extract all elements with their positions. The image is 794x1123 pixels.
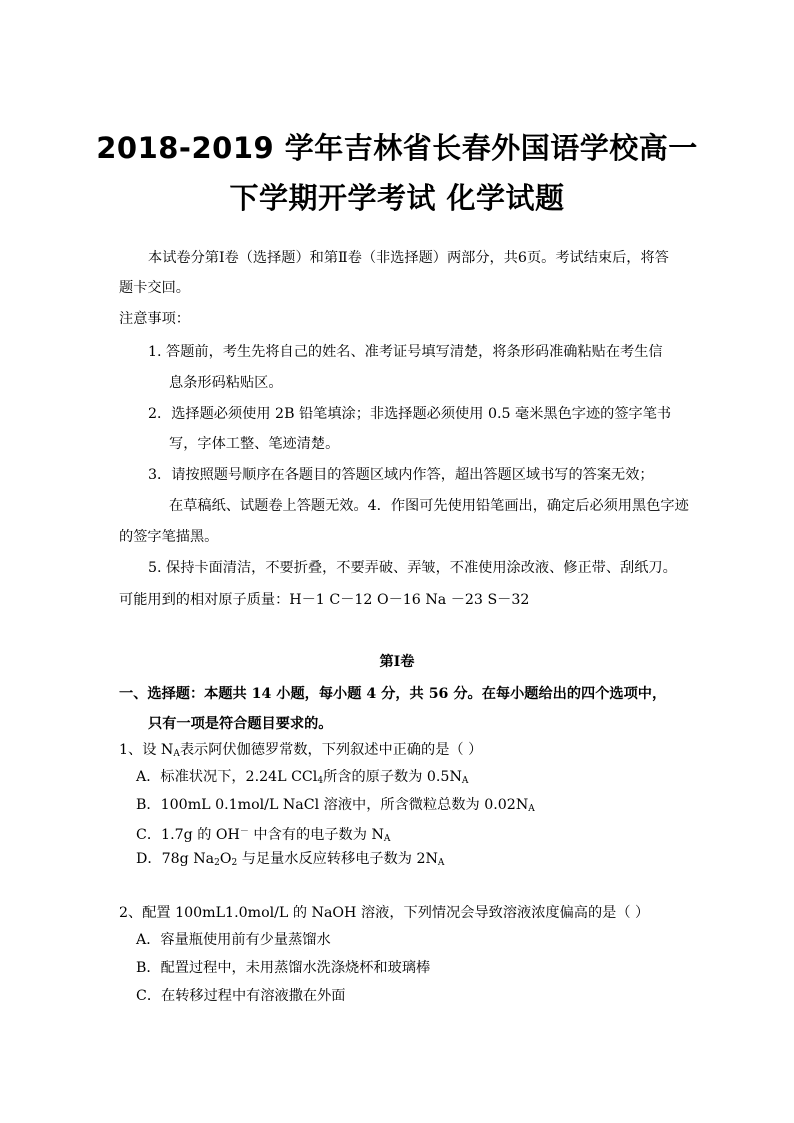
question-1-option-c: C．1.7g 的 OH－ 中含有的电子数为 $N_A$ [136,827,391,844]
notice-item-5: 5. 保持卡面清洁，不要折叠，不要弄破、弄皱，不准使用涂改液、修正带、刮纸刀。 [148,560,677,576]
question-2-stem: 2、配置 100mL1.0mol/L 的 NaOH 溶液，下列情况会导致溶液浓度偏高的是（ ） [119,905,650,921]
page-title-line-2: 下学期开学考试 化学试题 [229,181,565,215]
notice-item-1-line-1: 1. 答题前，考生先将自己的姓名、准考证号填写清楚，将条形码准确粘贴在考生信 [148,344,663,360]
notice-item-3-line-1: 3．请按照题号顺序在各题目的答题区域内作答，超出答题区域书写的答案无效； [148,467,654,483]
intro-paragraph-line-1: 本试卷分第Ⅰ卷（选择题）和第Ⅱ卷（非选择题）两部分，共6页。考试结束后，将答 [148,250,669,266]
question-2-option-b: B．配置过程中，未用蒸馏水洗涤烧杯和玻璃棒 [136,960,431,976]
notice-title: 注意事项： [119,311,190,327]
question-2-option-c: C．在转移过程中有溶液撒在外面 [136,988,346,1004]
section-header-line-2: 只有一项是符合题目要求的。 [148,716,333,732]
question-1-option-d: D．78g $Na_2O_2$ 与足量水反应转移电子数为 $2N_A$ [136,851,445,868]
atomic-mass-line: 可能用到的相对原子质量：H－1 C－12 O－16 Na －23 S－32 [119,592,530,608]
notice-item-1-line-2: 息条形码粘贴区。 [169,375,283,391]
page-title-line-1: 2018-2019 学年吉林省长春外国语学校高一 [96,131,698,165]
notice-item-2-line-1: 2．选择题必须使用 2B 铅笔填涂；非选择题必须使用 0.5 毫米黑色字迹的签字笔书 [148,406,672,422]
question-2-option-a: A．容量瓶使用前有少量蒸馏水 [136,932,331,948]
question-1-option-a: A．标准状况下，2.24L CCl$_4$所含的原子数为 $0.5N_A$ [136,769,469,786]
notice-item-3-line-3: 的签字笔描黑。 [119,529,219,545]
notice-item-3-line-2: 在草稿纸、试题卷上答题无效。4．作图可先使用铅笔画出，确定后必须用黑色字迹 [169,498,689,514]
question-1-option-b: B．100mL 0.1mol/L NaCl 溶液中，所含微粒总数为 $0.02N_A$ [136,797,535,814]
intro-paragraph-line-2: 题卡交回。 [119,280,190,296]
section-title: 第Ⅰ卷 [379,654,415,670]
question-1-stem: 1、设 $N_A$表示阿伏伽德罗常数，下列叙述中正确的是（ ） [119,742,483,759]
notice-item-2-line-2: 写，字体工整、笔迹清楚。 [169,436,340,452]
section-header-line-1: 一、选择题：本题共 14 小题，每小题 4 分，共 56 分。在每小题给出的四个选项中， [119,686,667,702]
